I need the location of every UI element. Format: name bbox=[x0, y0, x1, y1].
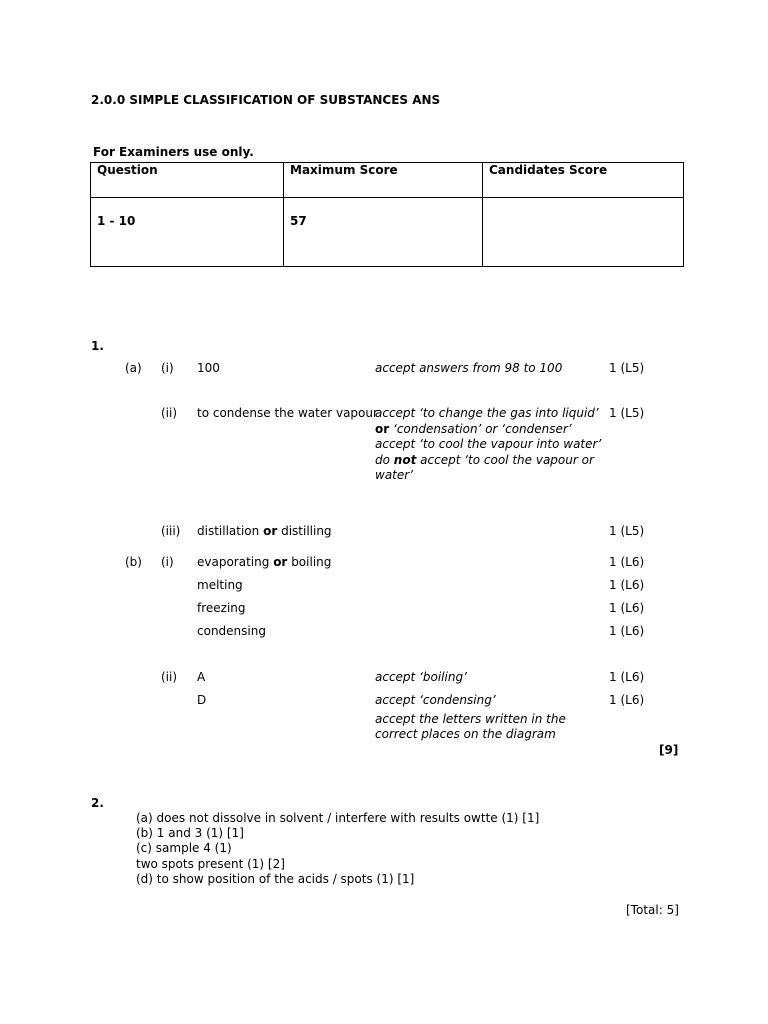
score-table-cell: 57 bbox=[284, 198, 483, 267]
answer-text: to condense the water vapour bbox=[197, 406, 378, 420]
question-total: [Total: 5] bbox=[626, 903, 679, 917]
answer-text: D bbox=[197, 693, 207, 707]
mark-value: 1 (L6) bbox=[609, 670, 645, 684]
mark-value: 1 (L6) bbox=[609, 601, 645, 615]
page-title: 2.0.0 SIMPLE CLASSIFICATION OF SUBSTANCES ANS bbox=[91, 93, 441, 107]
answer-list bbox=[136, 811, 539, 887]
mark-value: 1 (L6) bbox=[609, 578, 645, 592]
answer-text bbox=[197, 524, 332, 539]
marking-note bbox=[375, 406, 603, 484]
part-label: (a) bbox=[125, 361, 142, 375]
answer-text: condensing bbox=[197, 624, 266, 638]
note-text: do bbox=[375, 452, 390, 467]
marking-note: accept ‘condensing’ bbox=[375, 693, 496, 707]
part-label: (b) bbox=[125, 555, 142, 569]
answer-word: distillation bbox=[197, 524, 260, 538]
score-table-header: Question bbox=[91, 163, 284, 198]
answer-text: A bbox=[197, 670, 206, 684]
mark-value: 1 (L6) bbox=[609, 624, 645, 638]
answer-text: 100 bbox=[197, 361, 220, 375]
subpart-label: (ii) bbox=[161, 406, 178, 420]
answer-text bbox=[197, 555, 331, 570]
note-line: accept ‘to change the gas into liquid’ bbox=[375, 406, 599, 420]
subpart-label: (iii) bbox=[161, 524, 181, 538]
note-emphasis: or bbox=[375, 421, 390, 436]
question-number: 2. bbox=[91, 796, 104, 810]
mark-value: 1 (L6) bbox=[609, 555, 645, 569]
list-item: (d) to show position of the acids / spots (1) [1] bbox=[136, 871, 415, 886]
table-row bbox=[91, 198, 684, 267]
score-table bbox=[90, 162, 684, 267]
score-table-header-row bbox=[91, 163, 684, 198]
mark-value: 1 (L5) bbox=[609, 524, 645, 538]
answer-text: melting bbox=[197, 578, 243, 592]
answer-word: boiling bbox=[291, 555, 332, 569]
mark-value: 1 (L5) bbox=[609, 406, 645, 420]
marking-note: correct places on the diagram bbox=[375, 727, 556, 741]
answer-or: or bbox=[263, 524, 278, 538]
note-text: ‘condensation’ or ‘condenser’ bbox=[393, 421, 572, 436]
list-item: two spots present (1) [2] bbox=[136, 856, 285, 871]
list-item: (b) 1 and 3 (1) [1] bbox=[136, 826, 244, 841]
note-text: accept ‘to cool the vapour or bbox=[420, 452, 594, 467]
list-item: (c) sample 4 (1) bbox=[136, 841, 232, 856]
answer-word: evaporating bbox=[197, 555, 270, 569]
question-total: [9] bbox=[659, 743, 679, 757]
subpart-label: (ii) bbox=[161, 670, 178, 684]
marking-note: accept ‘boiling’ bbox=[375, 670, 467, 684]
note-line: water’ bbox=[375, 468, 414, 482]
question-number: 1. bbox=[91, 339, 104, 353]
score-table-cell: 1 - 10 bbox=[91, 198, 284, 267]
score-table-header: Candidates Score bbox=[483, 163, 684, 198]
answer-or: or bbox=[273, 555, 288, 569]
list-item: (a) does not dissolve in solvent / interfere with results owtte (1) [1] bbox=[136, 811, 540, 825]
score-table-cell bbox=[483, 198, 684, 267]
answer-word: distilling bbox=[281, 524, 332, 538]
score-table-header: Maximum Score bbox=[284, 163, 483, 198]
note-emphasis: not bbox=[393, 452, 417, 467]
note-line: accept ‘to cool the vapour into water’ bbox=[375, 437, 602, 451]
mark-value: 1 (L6) bbox=[609, 693, 645, 707]
subpart-label: (i) bbox=[161, 361, 174, 375]
examiners-note: For Examiners use only. bbox=[93, 145, 254, 159]
note-line bbox=[375, 422, 603, 438]
answer-text: freezing bbox=[197, 601, 246, 615]
mark-value: 1 (L5) bbox=[609, 361, 645, 375]
marking-note: accept the letters written in the bbox=[375, 712, 566, 726]
note-line bbox=[375, 453, 603, 469]
subpart-label: (i) bbox=[161, 555, 174, 569]
marking-note: accept answers from 98 to 100 bbox=[375, 361, 563, 375]
